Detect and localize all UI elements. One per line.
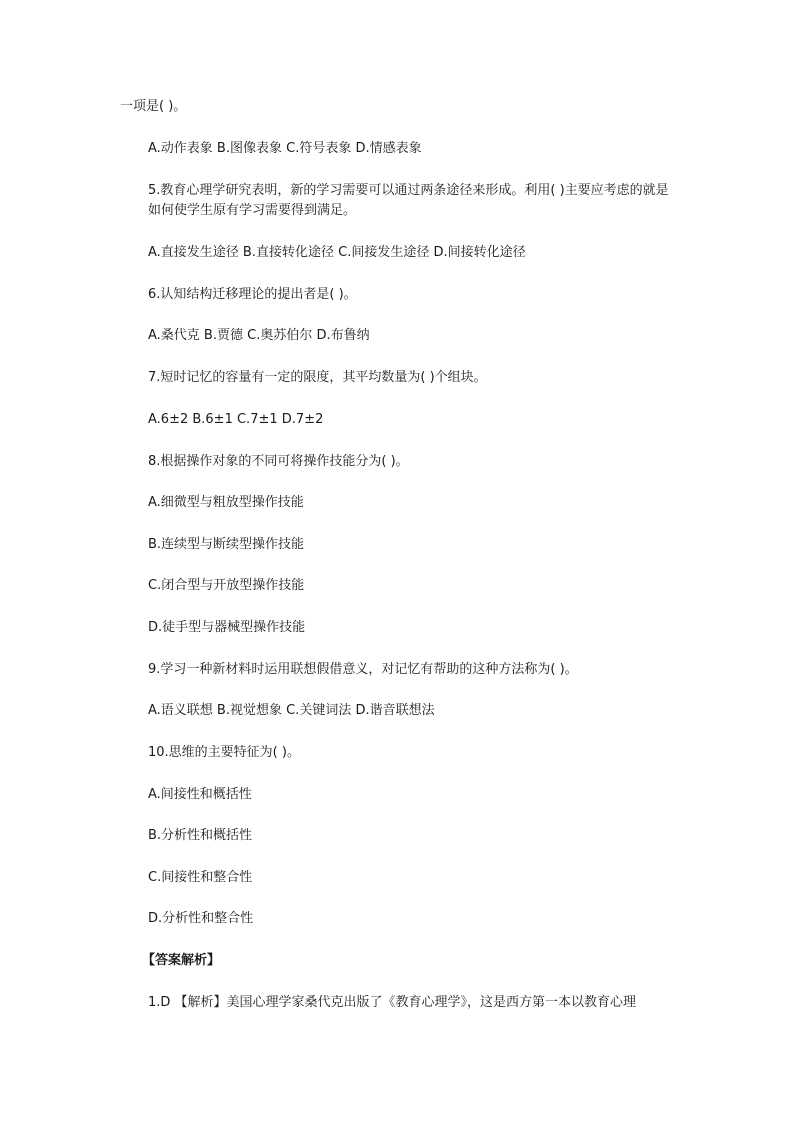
question-4-stem-end: 一项是( )。 xyxy=(120,99,187,114)
question-10-option-b: B.分析性和概括性 xyxy=(148,828,253,843)
question-8-option-b: B.连续型与断续型操作技能 xyxy=(148,537,305,552)
question-6-options: A.桑代克 B.贾德 C.奥苏伯尔 D.布鲁纳 xyxy=(148,328,370,343)
question-10-option-d: D.分析性和整合性 xyxy=(148,911,254,926)
question-10-stem: 10.思维的主要特征为( )。 xyxy=(148,745,300,760)
question-5-options: A.直接发生途径 B.直接转化途径 C.间接发生途径 D.间接转化途径 xyxy=(148,245,526,260)
question-8-option-a: A.细微型与粗放型操作技能 xyxy=(148,495,304,510)
question-6-stem: 6.认知结构迁移理论的提出者是( )。 xyxy=(148,287,357,302)
question-10-option-a: A.间接性和概括性 xyxy=(148,787,252,802)
question-9-stem: 9.学习一种新材料时运用联想假借意义，对记忆有帮助的这种方法称为( )。 xyxy=(148,662,578,677)
question-4-options: A.动作表象 B.图像表象 C.符号表象 D.情感表象 xyxy=(148,141,422,156)
question-9-options: A.语义联想 B.视觉想象 C.关键词法 D.谐音联想法 xyxy=(148,703,435,718)
question-8-option-c: C.闭合型与开放型操作技能 xyxy=(148,578,305,593)
answer-section-heading: 【答案解析】 xyxy=(142,953,221,968)
question-5-stem xyxy=(148,181,680,221)
question-8-option-d: D.徒手型与器械型操作技能 xyxy=(148,620,306,635)
question-5-text: 5.教育心理学研究表明，新的学习需要可以通过两条途径来形成。利用( )主要应考虑的就是如何使学生原有学习需要得到满足。 xyxy=(148,183,669,218)
question-8-stem: 8.根据操作对象的不同可将操作技能分为( )。 xyxy=(148,454,409,469)
answer-1-explanation: 1.D 【解析】美国心理学家桑代克出版了《教育心理学》，这是西方第一本以教育心理 xyxy=(148,995,637,1010)
question-7-stem: 7.短时记忆的容量有一定的限度，其平均数量为( )个组块。 xyxy=(148,370,487,385)
question-10-option-c: C.间接性和整合性 xyxy=(148,870,253,885)
question-7-options: A.6±2 B.6±1 C.7±1 D.7±2 xyxy=(148,412,324,427)
